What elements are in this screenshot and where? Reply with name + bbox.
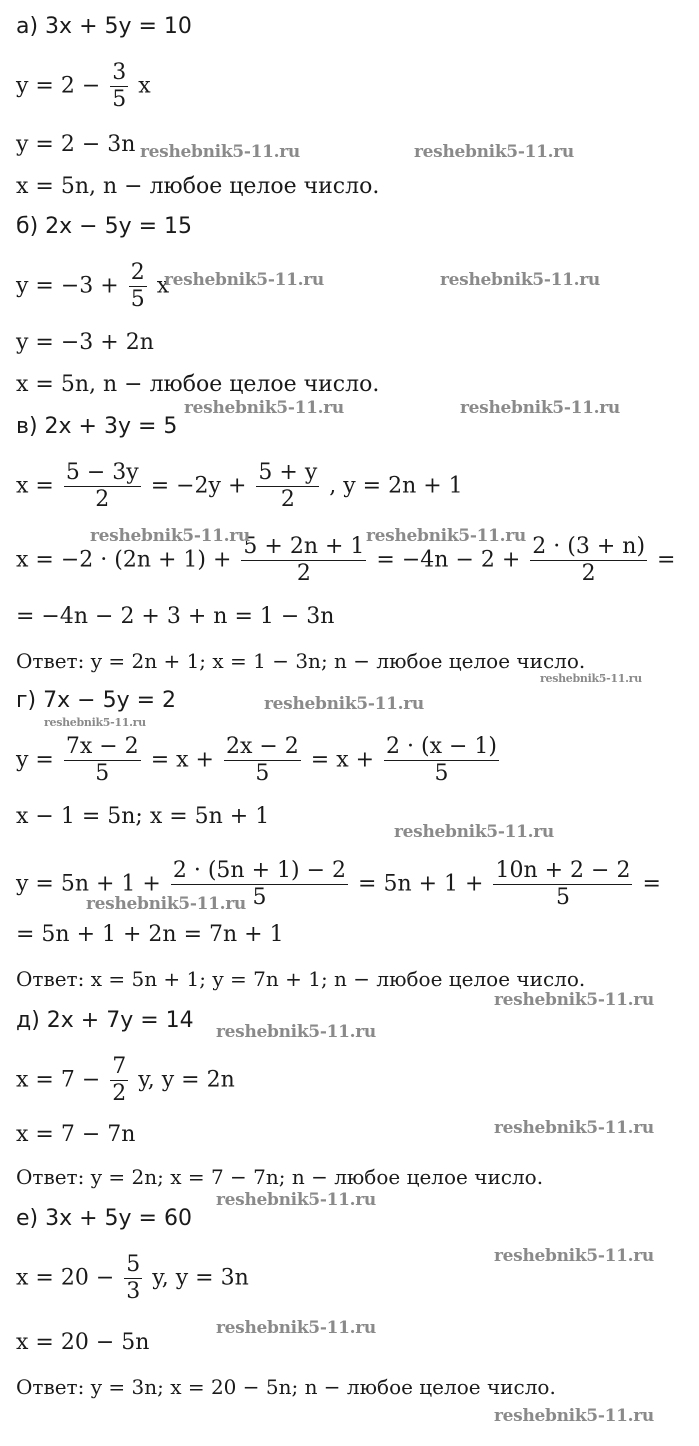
watermark: reshebnik5-11.ru (86, 894, 246, 914)
expr: y = −3 + (16, 273, 119, 299)
denominator: 2 (280, 487, 295, 512)
denominator: 2 (581, 561, 596, 586)
denominator: 3 (126, 1279, 141, 1304)
part-g-answer: Ответ: x = 5n + 1; y = 7n + 1; n − любое целое число. (16, 967, 586, 991)
part-v-heading: в) 2x + 3y = 5 (16, 414, 178, 439)
numerator: 2 · (x − 1) (386, 734, 498, 759)
part-e-step-2: x = 20 − 5n (16, 1330, 150, 1355)
watermark: reshebnik5-11.ru (216, 1318, 376, 1338)
expr: y = (16, 747, 54, 773)
watermark: reshebnik5-11.ru (494, 1246, 654, 1266)
expr: = x + (310, 747, 375, 773)
part-d-heading: д) 2x + 7y = 14 (16, 1008, 194, 1033)
denominator: 5 (434, 761, 449, 786)
expr: x = 20 − (16, 1265, 115, 1291)
fraction (241, 534, 366, 587)
fraction (64, 734, 141, 787)
watermark: reshebnik5-11.ru (494, 1406, 654, 1426)
expr: = −4n − 2 + (376, 547, 521, 573)
denominator: 2 (112, 1081, 127, 1106)
numerator: 7 (112, 1054, 127, 1079)
denominator: 5 (252, 885, 267, 910)
numerator: 2 · (3 + n) (532, 534, 646, 559)
watermark: reshebnik5-11.ru (494, 1118, 654, 1138)
part-b-step-1 (16, 260, 169, 313)
fraction (110, 1054, 128, 1107)
expr: x (138, 73, 151, 99)
expr: , y = 2n + 1 (329, 473, 463, 499)
watermark: reshebnik5-11.ru (90, 526, 250, 546)
fraction (493, 858, 632, 911)
numerator: 2 · (5n + 1) − 2 (172, 858, 347, 883)
expr: x = 7 − (16, 1067, 101, 1093)
watermark: reshebnik5-11.ru (460, 398, 620, 418)
part-g-step-2: x − 1 = 5n; x = 5n + 1 (16, 804, 270, 829)
fraction (124, 1252, 142, 1305)
watermark: reshebnik5-11.ru (414, 142, 574, 162)
fraction (110, 60, 128, 113)
numerator: 5 + y (258, 460, 318, 485)
expr: y = 5n + 1 + (16, 871, 161, 897)
numerator: 10n + 2 − 2 (495, 858, 631, 883)
denominator: 5 (95, 761, 110, 786)
part-v-answer: Ответ: y = 2n + 1; x = 1 − 3n; n − любое целое число. (16, 649, 586, 673)
watermark: reshebnik5-11.ru (540, 672, 642, 685)
expr: = −2y + (150, 473, 247, 499)
part-v-step-3: = −4n − 2 + 3 + n = 1 − 3n (16, 604, 335, 629)
expr: = (657, 547, 676, 573)
part-d-step-2: x = 7 − 7n (16, 1122, 136, 1147)
expr: = (642, 871, 661, 897)
watermark: reshebnik5-11.ru (140, 142, 300, 162)
fraction (64, 460, 141, 513)
watermark: reshebnik5-11.ru (440, 270, 600, 290)
expr: y = 2 − (16, 73, 101, 99)
expr: y, y = 2n (138, 1067, 235, 1093)
watermark: reshebnik5-11.ru (264, 694, 424, 714)
numerator: 7x − 2 (65, 734, 139, 759)
watermark: reshebnik5-11.ru (494, 990, 654, 1010)
part-g-step-4: = 5n + 1 + 2n = 7n + 1 (16, 922, 284, 947)
part-a-step-3: x = 5n, n − любое целое число. (16, 174, 380, 199)
watermark: reshebnik5-11.ru (184, 398, 344, 418)
fraction (384, 734, 499, 787)
part-v-step-1 (16, 460, 463, 513)
part-g-heading: г) 7x − 5y = 2 (16, 688, 177, 713)
numerator: 3 (112, 60, 127, 85)
expr: x = (16, 473, 54, 499)
watermark: reshebnik5-11.ru (216, 1022, 376, 1042)
denominator: 5 (555, 885, 570, 910)
part-e-heading: е) 3x + 5y = 60 (16, 1206, 192, 1231)
denominator: 5 (112, 87, 127, 112)
part-b-heading: б) 2x − 5y = 15 (16, 214, 193, 239)
fraction (129, 260, 147, 313)
part-e-answer: Ответ: y = 3n; x = 20 − 5n; n − любое целое число. (16, 1375, 556, 1399)
part-b-step-2: y = −3 + 2n (16, 330, 154, 355)
part-e-step-1 (16, 1252, 249, 1305)
expr: = x + (150, 747, 214, 773)
numerator: 5 (126, 1252, 141, 1277)
fraction (256, 460, 319, 513)
part-a-step-1 (16, 60, 151, 113)
watermark: reshebnik5-11.ru (366, 526, 526, 546)
part-g-step-1 (16, 734, 502, 787)
part-d-answer: Ответ: y = 2n; x = 7 − 7n; n − любое целое число. (16, 1165, 544, 1189)
expr: x (156, 273, 170, 299)
watermark: reshebnik5-11.ru (164, 270, 324, 290)
watermark: reshebnik5-11.ru (394, 822, 554, 842)
part-a-heading: а) 3x + 5y = 10 (16, 14, 192, 39)
expr: = 5n + 1 + (358, 871, 484, 897)
part-a-step-2: y = 2 − 3n (16, 132, 136, 157)
part-b-step-3: x = 5n, n − любое целое число. (16, 372, 380, 397)
numerator: 5 − 3y (65, 460, 139, 485)
numerator: 5 + 2n + 1 (243, 534, 365, 559)
fraction (224, 734, 301, 787)
expr: x = −2 · (2n + 1) + (16, 547, 232, 573)
denominator: 5 (255, 761, 270, 786)
denominator: 5 (130, 287, 145, 312)
fraction (530, 534, 647, 587)
part-d-step-1 (16, 1054, 235, 1107)
numerator: 2 (130, 260, 145, 285)
denominator: 2 (296, 561, 311, 586)
numerator: 2x − 2 (225, 734, 299, 759)
denominator: 2 (95, 487, 110, 512)
expr: y, y = 3n (152, 1265, 249, 1291)
watermark: reshebnik5-11.ru (44, 716, 146, 729)
watermark: reshebnik5-11.ru (216, 1190, 376, 1210)
